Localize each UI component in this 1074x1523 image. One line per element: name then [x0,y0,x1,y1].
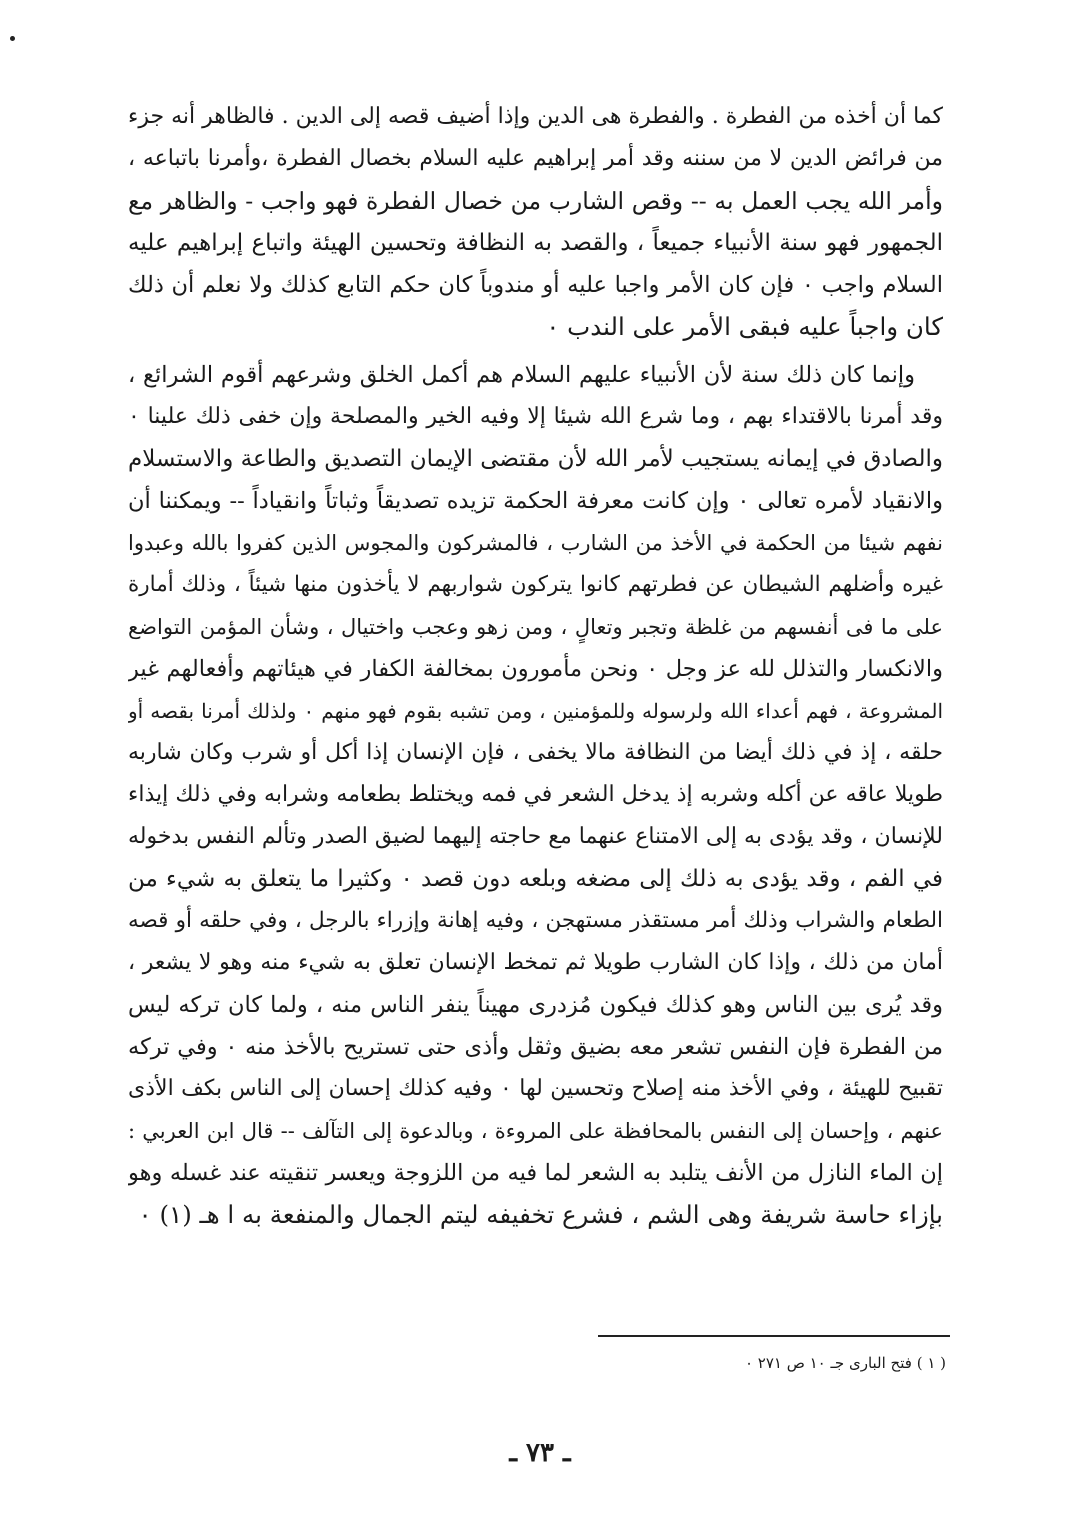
text-line: وقد أمرنا بالاقتداء بهم ، وما شرع الله شيئا إلا وفيه الخير والمصلحة وإن خفى ذلك علينا ٠ [128,404,943,429]
footnote: ( ١ ) فتح البارى جـ ١٠ ص ٢٧١ ٠ [744,1354,946,1372]
text-line: نفهم شيئا من الحكمة في الأخذ من الشارب ، فالمشركون والمجوس الذين كفروا بالله وعبدوا [128,531,943,555]
text-line: في الفم ، وقد يؤدى به ذلك إلى مضغه وبلعه دون قصد ٠ وكثيرا ما يتعلق به شيء من [128,866,943,892]
text-line: للإنسان ، وقد يؤدى به إلى الامتناع عنهما مع حاجته إليهما لضيق الصدر وتألم النفس بدخوله [128,824,943,849]
text-line: وقد يُرى بين الناس وهو كذلك فيكون مُزدرى مهيناً ينفر الناس منه ، ولما كان تركه ليس [128,992,943,1018]
text-line: السلام واجب ٠ فإن كان الأمر واجبا عليه أو مندوباً كان حكم التابع كذلك ولا نعلم أن ذلك [128,272,943,298]
text-line: غيره وأضلهم الشيطان عن فطرتهم كانوا يتركون شواربهم لا يأخذون منها شيئاً ، وذلك أمارة [128,572,943,597]
scan-speck [10,36,15,41]
text-line: إن الماء النازل من الأنف يتلبد به الشعر لما فيه من اللزوجة ويعسر تنقيته عند غسله وهو [128,1160,943,1186]
paragraph-1 [128,96,943,348]
text-line: كان واجباً عليه فبقى الأمر على الندب ٠ [546,312,943,341]
text-line: والانقياد لأمره تعالى ٠ وإن كانت معرفة الحكمة تزيده تصديقاً وثباتاً وانقياداً -- ويمكننا أن [128,488,943,514]
paragraph-2 [128,354,943,1236]
text-line: حلقه ، إذ في ذلك أيضا من النظافة مالا يخفى ، فإن الإنسان إذا أكل أو شرب وكان شاربه [128,740,943,765]
text-line: الجمهور فهو سنة الأنبياء جميعاً ، والقصد به النظافة وتحسين الهيئة واتباع إبراهيم عليه [128,230,943,256]
page-number: ـ ٧٣ ـ [509,1438,571,1468]
text-line: وأمر الله يجب العمل به -- وقص الشارب من خصال الفطرة فهو واجب - والظاهر مع [128,187,943,215]
text-line: والانكسار والتذلل لله عز وجل ٠ ونحن مأمورون بمخالفة الكفار في هيئاتهم وأفعالهم غير [128,656,943,682]
text-line: والصادق في إيمانه يستجيب لأمر الله لأن مقتضى الإيمان التصديق والطاعة والاستسلام [128,446,943,472]
footnote-divider [598,1335,950,1337]
text-line: من الفطرة فإن النفس تشعر معه بضيق وثقل وأذى حتى تستريح بالأخذ منه ٠ وفي تركه [128,1034,943,1060]
text-line: تقبيح للهيئة ، وفي الأخذ منه إصلاح وتحسين لها ٠ وفيه كذلك إحسان إلى الناس بكف الأذى [128,1076,943,1101]
text-line: على ما فى أنفسهم من غلظة وتجبر وتعالٍ ، ومن زهو وعجب واختيال ، وشأن المؤمن التواضع [128,615,943,639]
text-line: وإنما كان ذلك سنة لأن الأنبياء عليهم السلام هم أكمل الخلق وشرعهم أقوم الشرائع ، [128,362,915,388]
text-line: عنهم ، وإحسان إلى النفس بالمحافظة على المروءة ، وبالدعوة إلى التآلف -- قال ابن العربي : [128,1119,943,1143]
text-line: من فرائض الدين لا من سننه وقد أمر إبراهيم عليه السلام بخصال الفطرة ،وأمرنا باتباعه ، [128,146,943,171]
text-line: طويلا عاقه عن أكله وشربه إذ يدخل الشعر في فمه ويختلط بطعامه وشرابه وفي ذلك إيذاء [128,782,943,807]
text-line: المشروعة ، فهم أعداء الله ولرسوله وللمؤمنين ، ومن تشبه بقوم فهو منهم ٠ ولذلك أمرنا بقصه أو [128,699,943,723]
text-line: كما أن أخذه من الفطرة . والفطرة هى الدين وإذا أضيف قصه إلى الدين . فالظاهر أنه جزء [128,104,943,129]
text-line: بإزاء حاسة شريفة وهى الشم ، فشرع تخفيفه ليتم الجمال والمنفعة به ا هـ (١) ٠ [138,1200,943,1229]
text-line: الطعام والشراب وذلك أمر مستقذر مستهجن ، وفيه إهانة وإزراء بالرجل ، وفي حلقه أو قصه [128,908,943,933]
text-line: أمان من ذلك ، وإذا كان الشارب طويلا ثم تمخط الإنسان تعلق به شيء منه وهو لا يشعر ، [128,950,943,975]
body-text [128,96,943,1236]
